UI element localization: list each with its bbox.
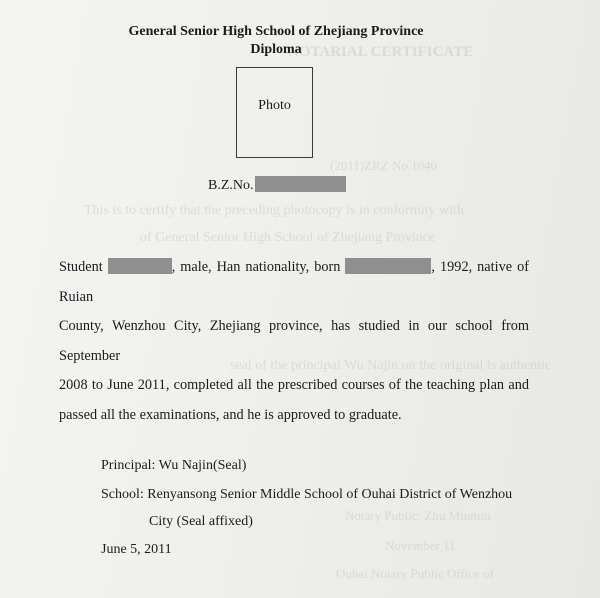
redacted-certificate-number	[255, 176, 346, 192]
bleed-through-text: seal of the principal Wu Najin on the original is authentic.	[230, 358, 555, 373]
bleed-through-text: NOTARIAL CERTIFICATE	[288, 44, 474, 60]
photo-label: Photo	[258, 98, 291, 113]
document-title: General Senior High School of Zhejiang Province	[128, 24, 424, 39]
body-line-1	[59, 253, 529, 312]
principal-signature: Principal: Wu Najin(Seal)	[101, 458, 247, 473]
student-details: , male, Han nationality, born	[171, 259, 341, 275]
document-subtitle: Diploma	[250, 42, 302, 57]
school-signature: School: Renyansong Senior Middle School of Ouhai District of Wenzhou	[101, 487, 513, 502]
certificate-number-label: B.Z.No.	[208, 178, 254, 193]
redacted-student-name	[108, 258, 172, 274]
photo-frame	[236, 67, 313, 158]
bleed-through-text: (2011)ZRZ No.1040	[330, 158, 438, 173]
body-line-2: County, Wenzhou City, Zhejiang province, has studied in our school from September	[59, 318, 529, 364]
certificate-number	[208, 176, 346, 194]
diploma-body	[59, 253, 529, 430]
student-label: Student	[59, 259, 103, 275]
body-line-3: 2008 to June 2011, completed all the prescribed courses of the teaching plan and	[59, 377, 529, 393]
issue-date: June 5, 2011	[101, 542, 172, 557]
bleed-through-text: Notary Public: Zhu Minmin	[345, 508, 491, 523]
bleed-through-text: This is to certify that the preceding photocopy is in conformity with	[84, 203, 464, 218]
school-signature-continued: City (Seal affixed)	[149, 514, 253, 529]
bleed-through-text: of General Senior High School of Zhejiang Province	[140, 230, 436, 245]
bleed-through-text: Ouhai Notary Public Office of	[336, 566, 494, 581]
redacted-birth-date	[345, 258, 431, 274]
body-line-4: passed all the examinations, and he is approved to graduate.	[59, 406, 402, 423]
bleed-through-text: November 11	[385, 538, 456, 553]
birth-year-origin: , 1992, native of Ruian	[59, 259, 529, 305]
